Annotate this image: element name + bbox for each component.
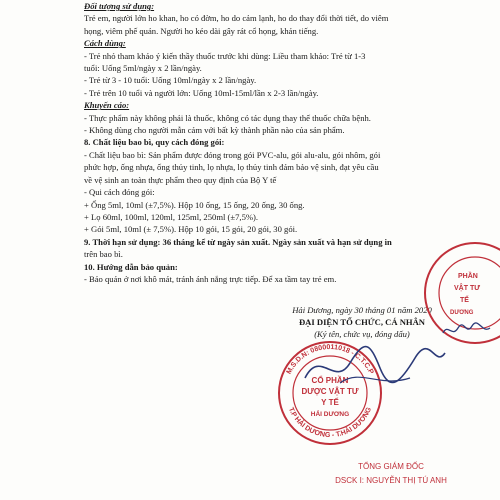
signature-title: ĐẠI DIỆN TỔ CHỨC, CÁ NHÂN bbox=[298, 317, 426, 327]
text-line: - Chất liệu bao bì: Sản phẩm được đóng trong gói PVC-alu, gói alu-alu, gói nhôm, gói bbox=[84, 149, 381, 160]
text-line: - Qui cách đóng gói: bbox=[84, 187, 155, 198]
text-line: - Bảo quản ở nơi khô mát, tránh ánh nắng trực tiếp. Để xa tầm tay trẻ em. bbox=[84, 273, 337, 284]
document-body bbox=[84, 0, 474, 285]
text-line: tuổi: Uống 5ml/ngày x 2 lần/ngày. bbox=[84, 63, 202, 74]
text-line: + Lọ 60ml, 100ml, 120ml, 125ml, 250ml (±7,5%). bbox=[84, 211, 259, 222]
text-line: trên bao bì. bbox=[84, 249, 123, 260]
text-line: - Không dùng cho người mẫn cảm với bất kỳ thành phần nào của sản phẩm. bbox=[84, 125, 345, 136]
text-line: Trẻ em, người lớn ho khan, ho có đờm, ho do cảm lạnh, ho do thay đổi thời tiết, do viêm bbox=[84, 13, 389, 24]
stamp-bottom-text: T.P HẢI DƯƠNG - T.HẢI DƯƠNG bbox=[286, 406, 374, 440]
stamp-line-4: HẢI DƯƠNG bbox=[310, 411, 350, 418]
signature-scribble-icon bbox=[300, 338, 450, 398]
svg-text:TẾ: TẾ bbox=[460, 297, 469, 304]
section-heading-target-users: Đối tượng sử dụng: bbox=[84, 1, 155, 11]
section-heading-usage: Cách dùng: bbox=[84, 38, 126, 49]
manager-title: TỔNG GIÁM ĐỐC bbox=[358, 462, 424, 471]
section-heading-packaging: 8. Chất liệu bao bì, quy cách đóng gói: bbox=[84, 137, 225, 148]
text-line: + Ống 5ml, 10ml (±7,5%). Hộp 10 ống, 15 ống, 20 ống, 30 ống. bbox=[84, 199, 305, 210]
svg-text:VẬT TƯ: VẬT TƯ bbox=[454, 285, 481, 292]
signature-subtitle: (Ký tên, chức vụ, đóng dấu) bbox=[314, 329, 410, 339]
stamp-ring-text: M.S.D.N: 0800011018 - C.T.C.P bbox=[285, 343, 375, 376]
stamp-line-1: CỔ PHẦN bbox=[311, 376, 349, 385]
text-line: về vệ sinh an toàn thực phẩm theo quy định của Bộ Y tế bbox=[84, 174, 277, 185]
manager-name: DSCK I: NGUYỄN THỊ TÚ ANH bbox=[335, 476, 447, 485]
section-heading-shelf-life: 9. Thời hạn sử dụng: 36 tháng kể từ ngày sản xuất. Ngày sản xuất và hạn sử dụng in bbox=[84, 236, 392, 247]
section-heading-storage: 10. Hướng dẫn bảo quản: bbox=[84, 261, 178, 272]
stamp-line-2: DƯỢC VẬT TƯ bbox=[301, 387, 359, 396]
initials-scribble-icon bbox=[440, 318, 495, 343]
stamp-line-3: Y TẾ bbox=[321, 398, 339, 407]
text-line: + Gói 5ml, 10ml (± 7,5%). Hộp 10 gói, 15 gói, 20 gói, 30 gói. bbox=[84, 224, 298, 235]
manager-block bbox=[306, 460, 476, 488]
svg-text:DƯƠNG: DƯƠNG bbox=[450, 310, 474, 316]
text-line: - Trẻ trên 10 tuổi và người lớn: Uống 10ml-15ml/lần x 2-3 lần/ngày. bbox=[84, 87, 319, 98]
svg-text:PHẦN: PHẦN bbox=[458, 273, 478, 280]
section-heading-warning: Khuyến cáo: bbox=[84, 100, 130, 111]
text-line: - Trẻ nhỏ tham khảo ý kiến thầy thuốc trước khi dùng: Liều tham khảo: Trẻ từ 1-3 bbox=[84, 50, 366, 61]
text-line: - Trẻ từ 3 - 10 tuổi: Uống 10ml/ngày x 2 lần/ngày. bbox=[84, 75, 257, 86]
text-line: phức hợp, ống nhựa, ống thủy tinh, lọ nhựa, lọ thủy tinh đảm bảo vệ sinh, đạt yêu cầu bbox=[84, 162, 379, 173]
text-line: họng, viêm phế quản. Người ho kéo dài gây rát cổ họng, khản tiếng. bbox=[84, 25, 319, 36]
text-line: - Thực phẩm này không phải là thuốc, không có tác dụng thay thế thuốc chữa bệnh. bbox=[84, 112, 371, 123]
signature-date: Hải Dương, ngày 30 tháng 01 năm 2020 bbox=[292, 305, 432, 315]
